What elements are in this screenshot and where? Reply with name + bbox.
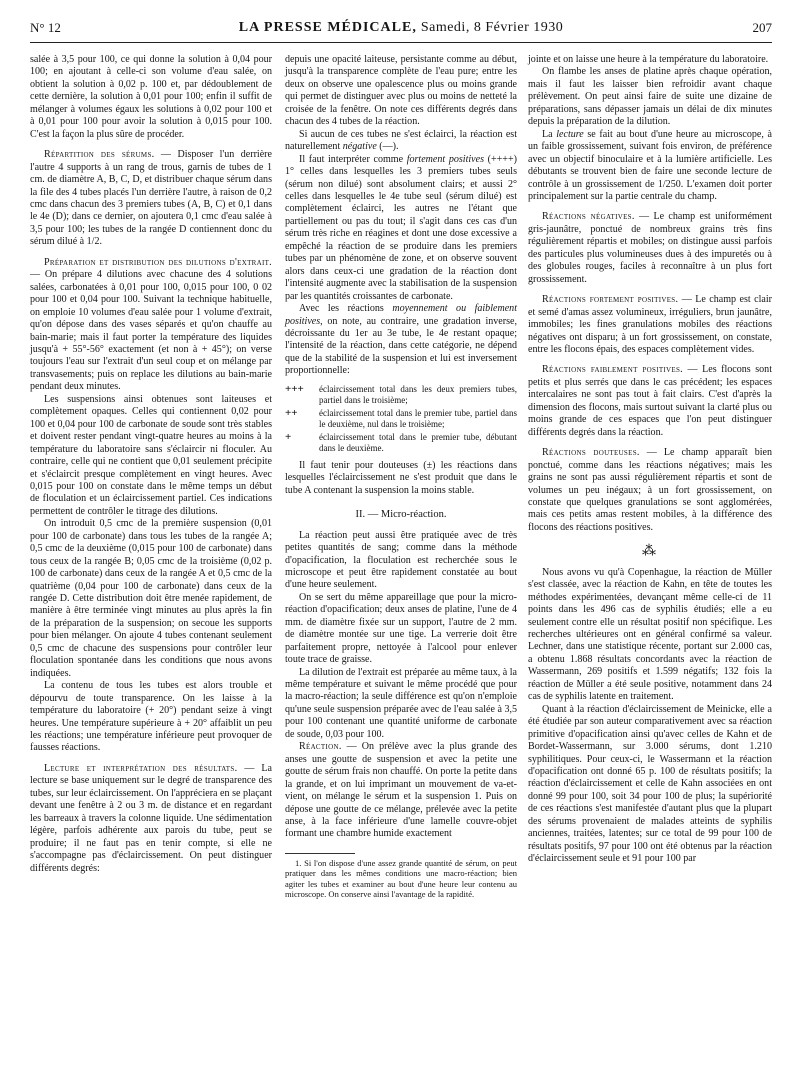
italic-term: fortement positives xyxy=(406,153,484,165)
section-separator: ⁂ xyxy=(642,544,658,560)
journal-title xyxy=(30,20,772,36)
legend-symbol: + xyxy=(285,430,292,443)
column-3 xyxy=(528,54,772,866)
paragraph-moyennement xyxy=(285,303,517,378)
run-in-heading: Réactions négatives. xyxy=(542,211,635,223)
paragraph-lecture xyxy=(528,129,772,204)
paragraph-repartition xyxy=(30,149,272,249)
issue-date: Samedi, 8 Février 1930 xyxy=(416,20,564,35)
legend-row xyxy=(285,384,517,406)
paragraph: Quant à la réaction d'éclaircissement de Meinicke, elle a été étudiée par son auteur comparativement avec sa réaction primitive d'opacification ainsi qu'avec celles de Kahn et de Bordet-Wassermann, sur 3.000 sérums, dont 1.210 syphilitiques. Pour ceux-ci, le Wassermann et la réaction d'opacification ont donné 65 p. 100 de résultats positifs; la réaction d'éclaircissement et celle de Kahn associées en ont donné 99 pour 100, soit 34 pour 100 de plus; la supériorité de ces réactions s'est manifestée d'autant plus que la plupart des sérums provenaient de malades atteints de syphilis anciennes, traitées, latentes; sur ce total de 99 pour 100 de résultats positifs, 97 pour 100 ont été obtenus par la réaction d'éclaircissement seule et 91 pour 100 par xyxy=(528,703,772,865)
run-in-heading: Lecture et interprétation des résultats. xyxy=(44,762,238,774)
paragraph: Il faut tenir pour douteuses (±) les réactions dans lesquelles l'éclaircissement ne s'est produit que dans le tube A contenant la suspension la moins stable. xyxy=(285,459,517,496)
text-run: (—). xyxy=(376,141,399,153)
footnote: 1. Si l'on dispose d'une assez grande quantité de sérum, on peut pratiquer dans les mêmes conditions une macro-réaction; bien agiter les tubes et examiner au bout d'une heure leur contenu au microscope. On conserve ainsi l'avantage de la rapidité. xyxy=(285,857,517,899)
paragraph-fortement xyxy=(285,154,517,303)
legend-symbol: ++ xyxy=(285,406,298,419)
footnote-rule xyxy=(285,853,355,854)
paragraph: La contenu de tous les tubes est alors trouble et dépourvu de toute transparence. On les laisse à la température du laboratoire (+ 20°) pendant seize à vingt heures. Une température supérieure à + 20° affaiblit un peu les réactions; une température inférieure peut provoquer de fausses réactions. xyxy=(30,680,272,754)
paragraph-text: — Le champ est uniformément gris-jaunâtre, ponctué de nombreux grains très fins régulièrement répartis et mobiles; on distingue aussi parfois des particules plus volumineuses dues à des impuretés ou à des globules rouges, faciles à reconnaître à un plus fort grossissement. xyxy=(528,211,772,285)
text-run: Avec les réactions xyxy=(299,303,393,315)
paragraph-reaction xyxy=(285,741,517,841)
italic-term: moyennement ou faiblement positives xyxy=(285,303,517,327)
paragraph: On introduit 0,5 cmc de la première suspension (0,01 pour 100 de carbonate) dans tous les tubes de la rangée A; 0,5 cmc de la deuxième (0,015 pour 100 de carbonate) dans tous ceux de la rangée B; 0,05 cmc de la troisième (0,02 p. 100 de carbonate) dans ceux de la rangée A et 0,5 cmc de la quatrième (0,04 pour 100 de carbonate) dans ceux de la rangée D. Cette distribution doit être menée rapidement, de manière à être terminée vingt minutes au plus après la fin de la préparation de la suspension; on secoue les supports pour bien mélanger. On ajoute 4 tubes contenant seulement 0,5 cmc de chacune des suspensions pour contrôler leur floculation spontanée dans les conditions que nous avons indiquées. xyxy=(30,518,272,679)
page-header xyxy=(30,20,772,43)
text-run: (++++) 1° celles dans lesquelles les 3 premiers tubes seuls (sérum non dilué) sont absolument clairs; et aussi 2° celles dans lesquelles le 4e tube seul (sérum dilué) est complètement éclairci, les autres ne l'étant que partiellement ou pas du tout; il s'agit dans ces cas d'un sérum très riche en réagines et dont une dose excessive a empêché la réaction de se produire dans les premiers tubes par un phénomène de zone, et on observe souvent alors dans ceux-ci une gradation de la réaction dont l'intensité augmente avec la stabilisation de la suspension par les quantités croissantes de carbonate. xyxy=(285,153,517,302)
text-run: se fait au bout d'une heure au microscope, à un faible grossissement, suivant fois environ, de préférence avec un objectif binoculaire et à la lumière artificielle. Les débutants se trouvent bien de faire une seconde lecture de contrôle à un grossissement de 1/250. L'examen doit porter principalement sur la partie centrale du champ. xyxy=(528,128,772,202)
issue-number: N° 12 xyxy=(30,20,61,35)
paragraph-text: — Le champ apparaît bien ponctué, comme dans les réactions négatives; mais les grains ne sont pas aussi régulièrement répartis et sont de volumes un peu inégaux; à un fort grossissement, on constate que quelques granulations se sont agglomérées, mais ces petits amas restent mobiles, à la différence des flocons des réactions positives. xyxy=(528,447,772,533)
italic-term: lecture xyxy=(556,128,584,140)
legend-row xyxy=(285,408,517,430)
run-in-heading: Répartition des sérums. xyxy=(44,149,155,161)
paragraph: La réaction peut aussi être pratiquée avec de très petites quantités de sang; comme dans la méthode d'opacification, la floculation est recherchée sous le microscope et peut être rapidement constatée au bout d'une heure seulement. xyxy=(285,529,517,591)
paragraph-text: — Le champ est clair et semé d'amas assez volumineux, irréguliers, brun jaunâtre, immobiles; les fines granulations mobiles des réactions négatives ont disparu; à un fort grossissement, on constate, entre les flocons épais, des espaces complètement vides. xyxy=(528,294,772,355)
paragraph: jointe et on laisse une heure à la température du laboratoire. xyxy=(528,54,769,65)
paragraph-preparation xyxy=(30,257,272,394)
paragraph-negatives xyxy=(528,211,772,286)
paragraph: Les suspensions ainsi obtenues sont laiteuses et complètement opaques. Celles qui contiennent 0,02 pour 100 et 0,04 pour 100 de carbonate de soude sont très stables et doivent rester pendant vingt-quatre heures au moins à la température du laboratoire sans s'éclaircir ni floculer. Au contraire, celle qui ne contient que 0,01 seulement précipite et s'éclaircit presque complètement en vingt heures. Avec 0,015 pour 100 on constate dans le même temps un début de floculation et un éclaircissement partiel. Ces indications permettent de contrôler le titrage des dilutions. xyxy=(30,393,272,517)
legend-text: éclaircissement total dans le premier tube, débutant dans le deuxième. xyxy=(319,431,517,453)
paragraph: salée à 3,5 pour 100, ce qui donne la solution à 0,04 pour 100; en ajoutant à celle-ci son volume d'eau salée, on obtient la solution à 0,02 p. 100 et, par dédoublement de cette dernière, la solution à 0,01 pour 100; enfin il suffit de mélanger à volumes égaux les solutions à 0,02 pour 100 et à 0,01 pour 100 pour avoir la solution à 0,015 pour 100. C'est la façon la plus sûre de procéder. xyxy=(30,54,272,140)
column-1 xyxy=(30,54,272,875)
paragraph: On flambe les anses de platine après chaque opération, mais il faut les laisser bien refroidir avant chaque prélèvement. On peut ainsi faire de suite une dizaine de préparations, sans dépasser jamais un délai de dix minutes depuis la préparation de la dilution. xyxy=(528,66,772,128)
text-run: Si aucun de ces tubes ne s'est éclairci, la réaction est naturellement xyxy=(285,128,517,153)
text-run: , on note, au contraire, une gradation inverse, décroissante du 1er au 3e tube, le 4e restant opaque; l'intensité de la réaction, dans cette catégorie, ne dépend que de la stabilité de la suspension et lui est inversement proportionnelle: xyxy=(285,315,517,377)
text-run: La xyxy=(542,128,557,140)
paragraph: La dilution de l'extrait est préparée au même taux, à la même température et suivant le même procédé que pour la macro-réaction; la seule différence est qu'on n'emploie qu'une seule suspension préparée avec de l'eau salée à 3,5 pour 100 contenant une quantité uniforme de carbonate de soude, 0,03 pour 100. xyxy=(285,666,518,740)
paragraph: depuis une opacité laiteuse, persistante comme au début, jusqu'à la transparence complète de l'eau pure; entre les deux on observe une opalescence plus ou moins grande qui permet de distinguer avec plus ou moins de netteté la croisée de la fenêtre. On note ces différents degrés dans chacun des 4 tubes de la réaction. xyxy=(285,54,517,128)
run-in-heading: Réaction. xyxy=(299,741,342,753)
reaction-legend xyxy=(285,384,517,454)
page-number: 207 xyxy=(752,20,772,35)
legend-text: éclaircissement total dans les deux premiers tubes, partiel dans le troisième; xyxy=(319,383,517,405)
section-heading: II. — Micro-réaction. xyxy=(355,509,447,521)
paragraph-text: — On prépare 4 dilutions avec chacune des 4 solutions salées, carbonatées à 0,01 pour 100, 0,015 pour 100, 0 02 pour 100 et 0,04 pour 100. Suivant la technique habituelle, on emploie 10 volumes d'eau salée pour 1 volume d'extrait, qu'on dépose dans des vases séparés et qu'on chauffe au bain-marie; mais il faut porter la température des liquides jusqu'à + 55°-56° exactement (et non à + 45°); on verse toujours l'eau sur l'extrait d'un seul coup et on mélange par transvasements; puis on replace les dilutions au bain-marie pendant deux minutes. xyxy=(30,269,272,393)
paragraph-fortement-positives xyxy=(528,294,772,356)
paragraph-faiblement-positives xyxy=(528,364,772,439)
run-in-heading: Réactions faiblement positives. xyxy=(542,364,683,376)
italic-term: négative xyxy=(342,141,377,153)
paragraph-text: — Les flocons sont petits et plus serrés que dans le cas précédent; les espaces intercalaires ne sont pas tout à fait clairs. C'est d'après la dimension des flocons, mais surtout suivant la clarté plus ou moins grande de ces espaces que l'on peut distinguer différents degrés dans la réaction. xyxy=(528,364,772,438)
paragraph-text: — Disposer l'un derrière l'autre 4 supports à un rang de trous, garnis de tubes de 1 cm. de diamètre A, B, C, D, et distribuer chaque sérum dans la file des 4 tubes placés l'un derrière l'autre, à raison de 0,2 cmc dans chacun des 3 premiers tubes (A, B, C) et 0,1 dans le 4e (D); dans ce dernier, on ajoutera 0,1 cmc d'eau salée à 3,5 pour 100; les tubes de la rangée D contiennent donc du sérum dilué à 1/2. xyxy=(30,149,272,248)
text-run: Il faut interpréter comme xyxy=(299,153,407,165)
legend-symbol: +++ xyxy=(285,382,304,395)
run-in-heading: Réactions douteuses. xyxy=(542,447,640,459)
paragraph-negative xyxy=(285,129,517,154)
column-2 xyxy=(285,54,517,899)
legend-row xyxy=(285,432,517,454)
paragraph-text: — On prélève avec la plus grande des anses une goutte de suspension et avec la petite une goutte de sérum frais non chauffé. On porte la petite dans la grande, et on lui imprimant un mouvement de va-et-vient, on mélange le sérum et la suspension 1. Puis on dépose une goutte de ce mélange, prélevée avec la petite anse, à la face inférieure d'une lamelle couvre-objet formant une chambre humide exactement xyxy=(285,741,517,840)
run-in-heading: Préparation et distribution des dilutions d'extrait. xyxy=(44,256,272,268)
paragraph-text: — La lecture se base uniquement sur le degré de transparence des tubes, sur leur éclaircissement. On l'appréciera en se plaçant devant une fenêtre à 2 ou 3 m. de distance et en regardant les barreaux à travers la colonne liquide. Une sédimentation légère, parfois adhérente aux parois du tube, peut se produire; il ne faut pas en tenir compte, si elle ne s'accompagne pas d'éclaircissement. On peut distinguer différents degrés: xyxy=(30,762,273,874)
run-in-heading: Réactions fortement positives. xyxy=(542,294,679,306)
paragraph: On se sert du même appareillage que pour la micro-réaction d'opacification; deux anses de platine, l'une de 4 mm. de diamètre fixée sur un support, l'autre de 2 mm. de diamètre montée sur une tige. La verrerie doit être parfaitement propre, nettoyée à l'alcool pour enlever toute trace de graisse. xyxy=(285,591,517,666)
legend-text: éclaircissement total dans le premier tube, partiel dans le deuxième, nul dans le troisième; xyxy=(319,407,517,429)
paragraph: Nous avons vu qu'à Copenhague, la réaction de Müller s'est classée, avec la réaction de Kahn, en tête de toutes les méthodes expérimentées, devançant même celle-ci de 11 points dans les 496 cas de syphilis étudiés; elle a eu seulement contre elle un résultat positif non spécifique. Les recherches ultérieures ont en général confirmé sa valeur. Lechner, dans une statistique récente, portant sur 2.000 cas, a obtenu 1.868 résultats concordants avec la réaction de Wassermann, 269 positifs et 1.599 négatifs; 132 fois la réaction de Müller a été seule positive, notamment dans 24 cas de syphilis latente en traitement. xyxy=(528,566,772,703)
paragraph-lecture xyxy=(30,763,272,875)
paragraph-douteuses xyxy=(528,447,772,534)
journal-name: LA PRESSE MÉDICALE, xyxy=(238,20,417,35)
